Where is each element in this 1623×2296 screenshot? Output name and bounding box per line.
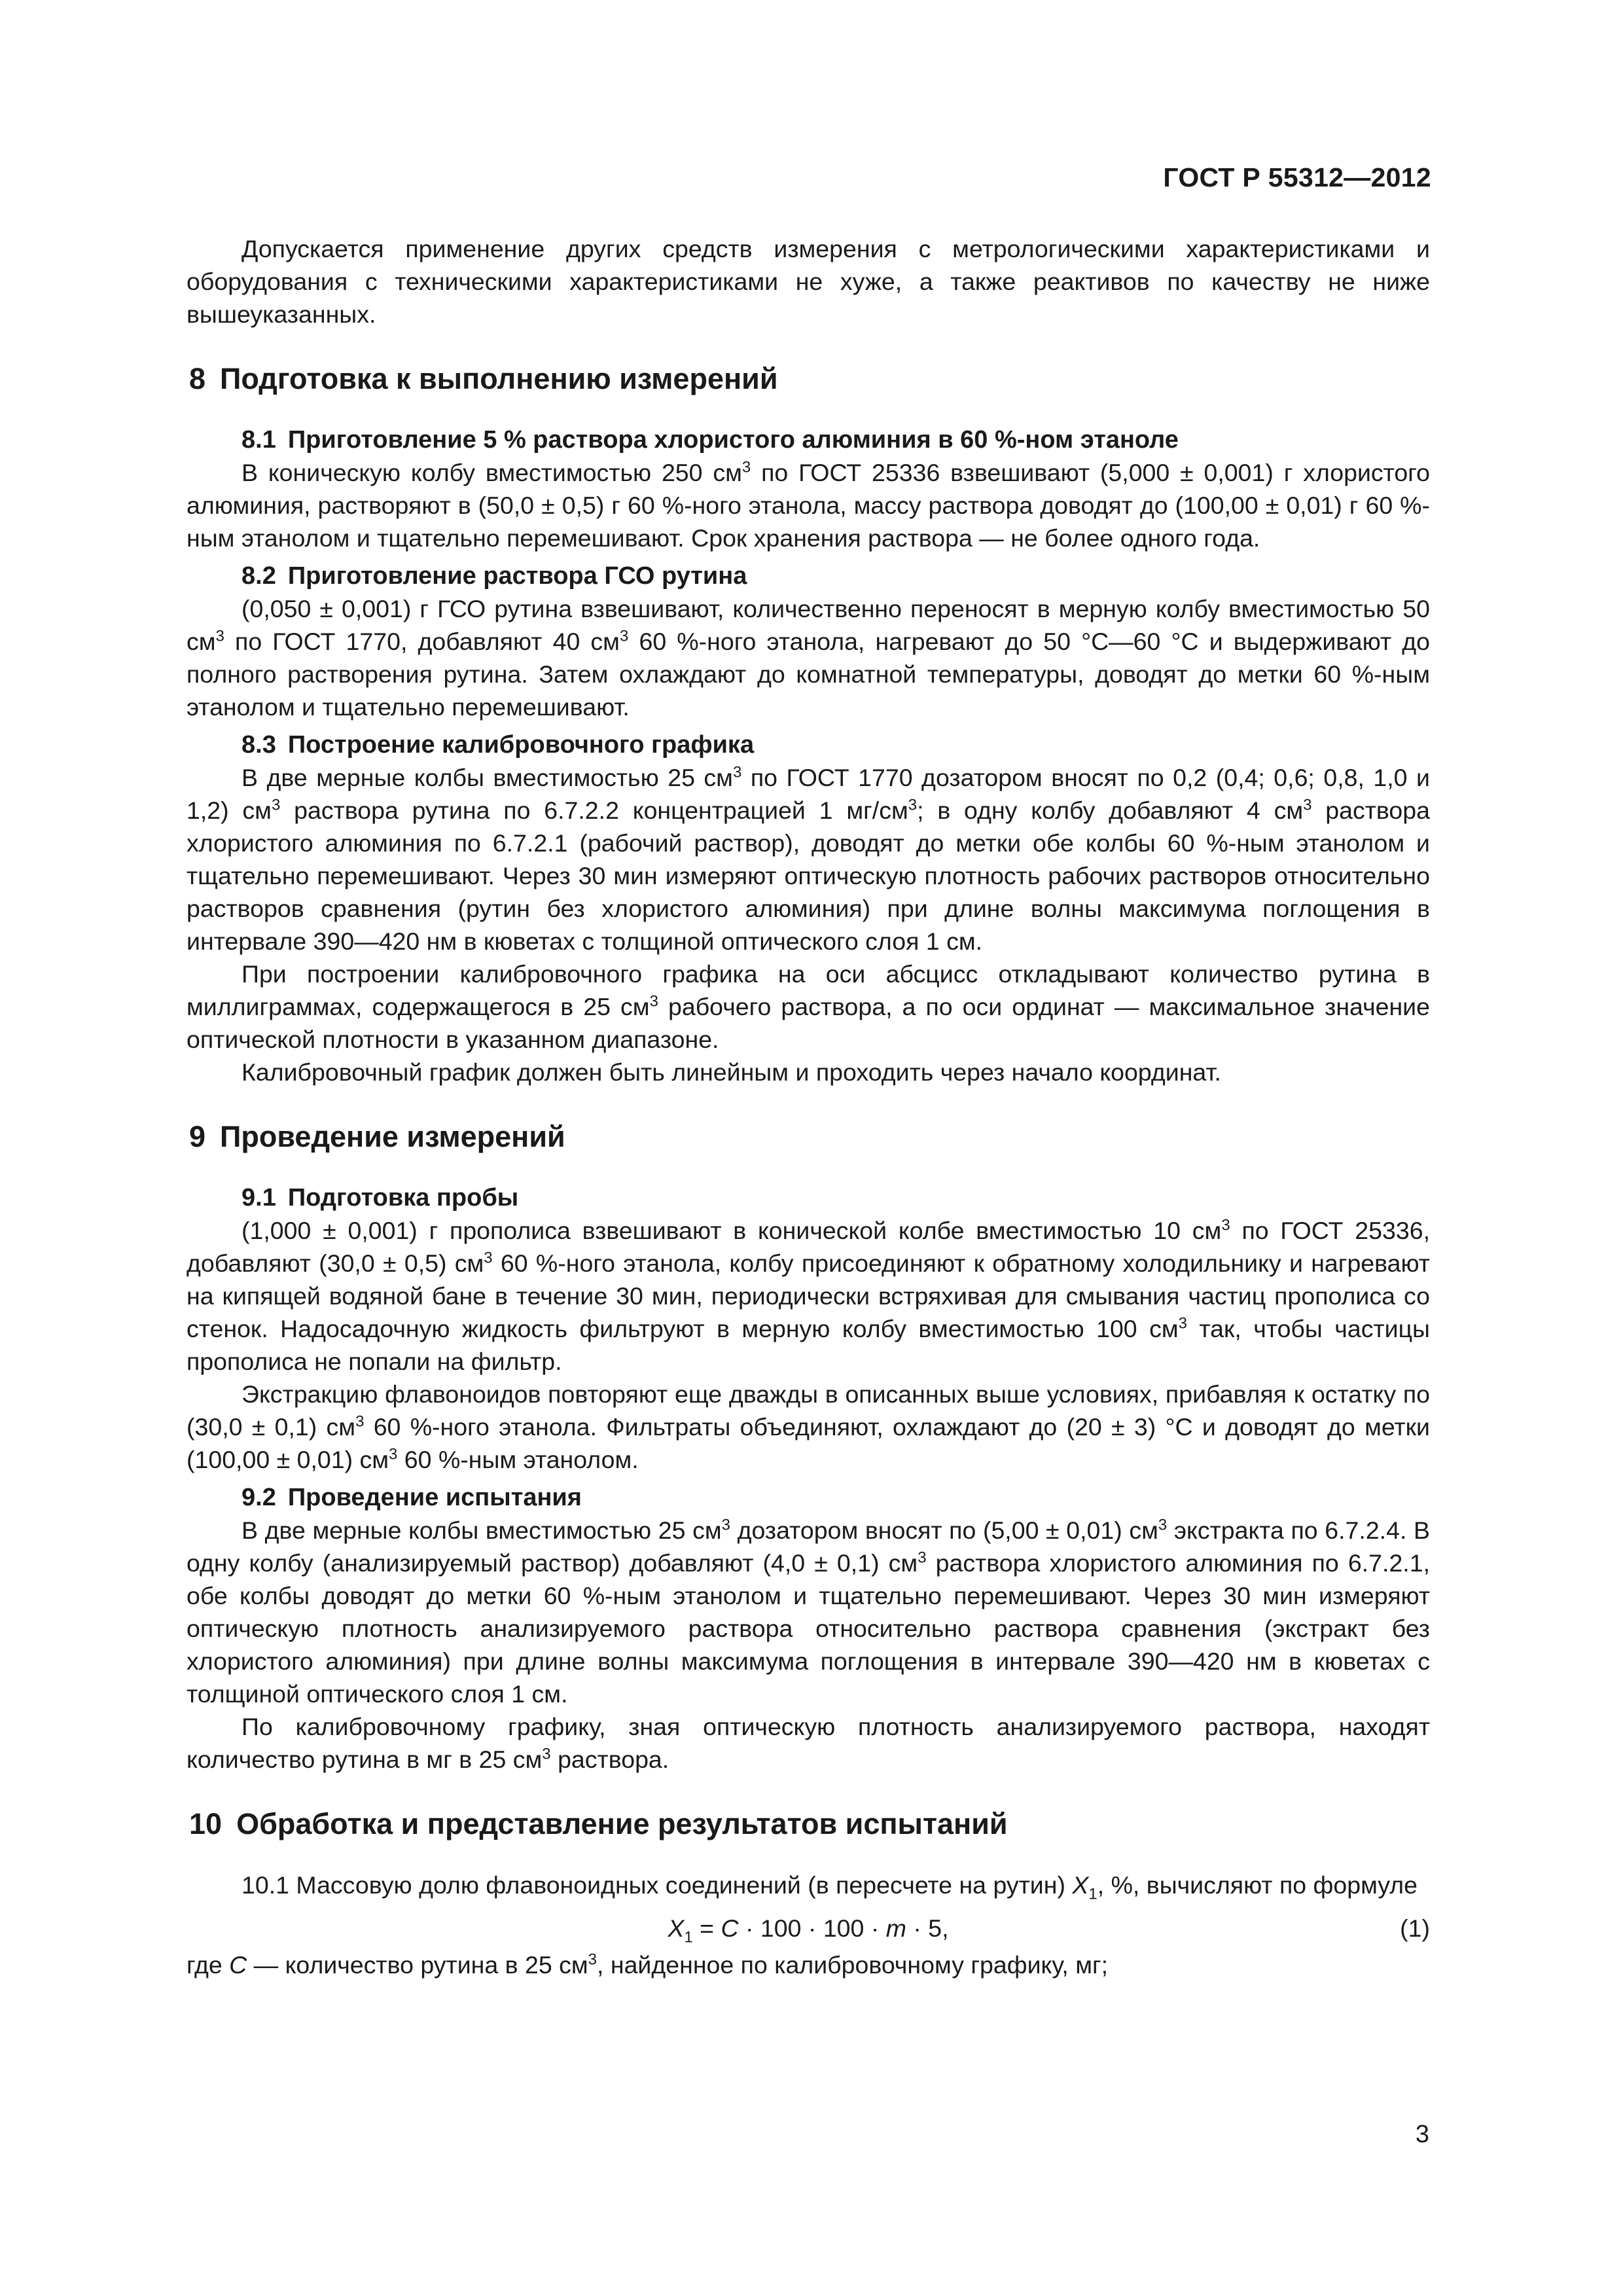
- formula-where-line: где C — количество рутина в 25 $см^3$, найденное по калибровочному графику, мг;: [187, 1950, 1109, 1979]
- page-content: [187, 232, 1430, 1981]
- subsection-number: 8.1: [241, 426, 276, 454]
- subsection-title: Проведение испытания: [287, 1484, 582, 1511]
- formula-row: [187, 1908, 1430, 1948]
- paragraph-9-1-2: Экстракцию флавоноидов повторяют еще дважды в описанных выше условиях, прибавляя к остатку по (30,0 ± 0,1) $см^3$ 60 %-ного этанола. Фильтраты объединяют, охлаждают до (20 ± 3) °С и доводят до метки (100,00 ± 0,01) $см^3$ 60 %-ным этанолом.: [187, 1380, 1430, 1473]
- subsection-title: Подготовка пробы: [287, 1184, 519, 1211]
- section-number: 10: [189, 1807, 223, 1840]
- section-title: Обработка и представление результатов испытаний: [236, 1807, 1008, 1840]
- paragraph-9-1-1: (1,000 ± 0,001) г прополиса взвешивают в конической колбе вместимостью 10 $см^3$ по ГОСТ 25336, добавляют (30,0 ± 0,5) $см^3$ 60 %-ного этанола, колбу присоединяют к обратному холодильнику и нагревают на кипящей водяной бане в течение 30 мин, периодически встряхивая для смывания частиц прополиса со стенок. Надосадочную жидкость фильтруют в мерную колбу вместимостью 100 $см^3$ так, чтобы частицы прополиса не попали на фильтр.: [187, 1216, 1430, 1375]
- section-number: 9: [189, 1120, 206, 1153]
- formula-number: (1): [1400, 1914, 1430, 1942]
- section-9-heading: [187, 1119, 1430, 1155]
- section-number: 8: [189, 362, 206, 395]
- subsection-8-2-heading: [187, 560, 1430, 592]
- section-8-heading: [187, 361, 1430, 397]
- intro-paragraph: Допускается применение других средств измерения с метрологическими характеристиками и оборудования с техническими характеристиками не хуже, а также реактивов по качеству не ниже вышеуказанных.: [187, 235, 1430, 328]
- subsection-number: 9.2: [241, 1484, 276, 1511]
- subsection-9-1-heading: [187, 1181, 1430, 1214]
- subsection-8-1-heading: [187, 423, 1430, 456]
- subsection-title: Построение калибровочного графика: [287, 731, 755, 759]
- paragraph-8-3-1: В две мерные колбы вместимостью 25 $см^3$ по ГОСТ 1770 дозатором вносят по 0,2 (0,4; 0,6; 0,8, 1,0 и 1,2) $см^3$ раствора рутина по 6.7.2.2 концентрацией 1 $мг/см^3$; в одну колбу добавляют 4 $см^3$ раствора хлористого алюминия по 6.7.2.1 (рабочий раствор), доводят до метки обе колбы 60 %-ным этанолом и тщательно перемешивают. Через 30 мин измеряют оптическую плотность рабочих растворов относительно растворов сравнения (рутин без хлористого алюминия) при длине волны максимума поглощения в интервале 390—420 нм в кюветах с толщиной оптического слоя 1 см.: [187, 763, 1430, 955]
- page-number: 3: [1415, 2121, 1429, 2148]
- subsection-title: Приготовление раствора ГСО рутина: [287, 562, 747, 590]
- subsection-number: 8.2: [241, 562, 276, 590]
- subsection-number: 8.3: [241, 731, 276, 759]
- paragraph-8-2: (0,050 ± 0,001) г ГСО рутина взвешивают, количественно переносят в мерную колбу вместимостью 50 $см^3$ по ГОСТ 1770, добавляют 40 $см^3$ 60 %-ного этанола, нагревают до 50 °С—60 °С и выдерживают до полного растворения рутина. Затем охлаждают до комнатной температуры, доводят до метки 60 %-ным этанолом и тщательно перемешивают.: [187, 595, 1431, 721]
- document-code: ГОСТ Р 55312—2012: [1163, 162, 1431, 192]
- paragraph-8-1: В коническую колбу вместимостью 250 $см^3$ по ГОСТ 25336 взвешивают (5,000 ± 0,001) г хлористого алюминия, растворяют в (50,0 ± 0,5) г 60 %-ного этанола, массу раствора доводят до (100,00 ± 0,01) г 60 %-ным этанолом и тщательно перемешивают. Срок хранения раствора — не более одного года.: [187, 458, 1430, 552]
- paragraph-8-3-2: При построении калибровочного графика на оси абсцисс откладывают количество рутина в миллиграммах, содержащегося в 25 $см^3$ рабочего раствора, а по оси ординат — максимальное значение оптической плотности в указанном диапазоне.: [187, 960, 1430, 1053]
- subsection-title: Приготовление 5 % раствора хлористого алюминия в 60 %-ном этаноле: [287, 426, 1179, 454]
- subsection-8-3-heading: [187, 728, 1430, 761]
- formula: $X_1 = C \cdot 100 \cdot 100 \cdot m \cdot 5$,: [668, 1914, 949, 1946]
- paragraph-9-2-1: В две мерные колбы вместимостью 25 $см^3$ дозатором вносят по (5,00 ± 0,01) $см^3$ экстракта по 6.7.2.4. В одну колбу (анализируемый раствор) добавляют (4,0 ± 0,1) $см^3$ раствора хлористого алюминия по 6.7.2.1, обе колбы доводят до метки 60 %-ным этанолом и тщательно перемешивают. Через 30 мин измеряют оптическую плотность анализируемого раствора относительно раствора сравнения (экстракт без хлористого алюминия) при длине волны максимума поглощения в интервале 390—420 нм в кюветах с толщиной оптического слоя 1 см.: [187, 1516, 1431, 1708]
- paragraph-8-3-3: Калибровочный график должен быть линейным и проходить через начало координат.: [241, 1058, 1221, 1086]
- section-title: Подготовка к выполнению измерений: [220, 362, 778, 395]
- section-title: Проведение измерений: [220, 1120, 565, 1153]
- paragraph-10-1: 10.1 Массовую долю флавоноидных соединений (в пересчете на рутин) $X_1$, %, вычисляют по формуле: [241, 1871, 1418, 1903]
- paragraph-9-2-2: По калибровочному графику, зная оптическую плотность анализируемого раствора, находят количество рутина в мг в 25 $см^3$ раствора.: [187, 1713, 1430, 1773]
- subsection-number: 9.1: [241, 1184, 276, 1211]
- subsection-9-2-heading: [187, 1481, 1430, 1514]
- section-10-heading: [187, 1806, 1430, 1842]
